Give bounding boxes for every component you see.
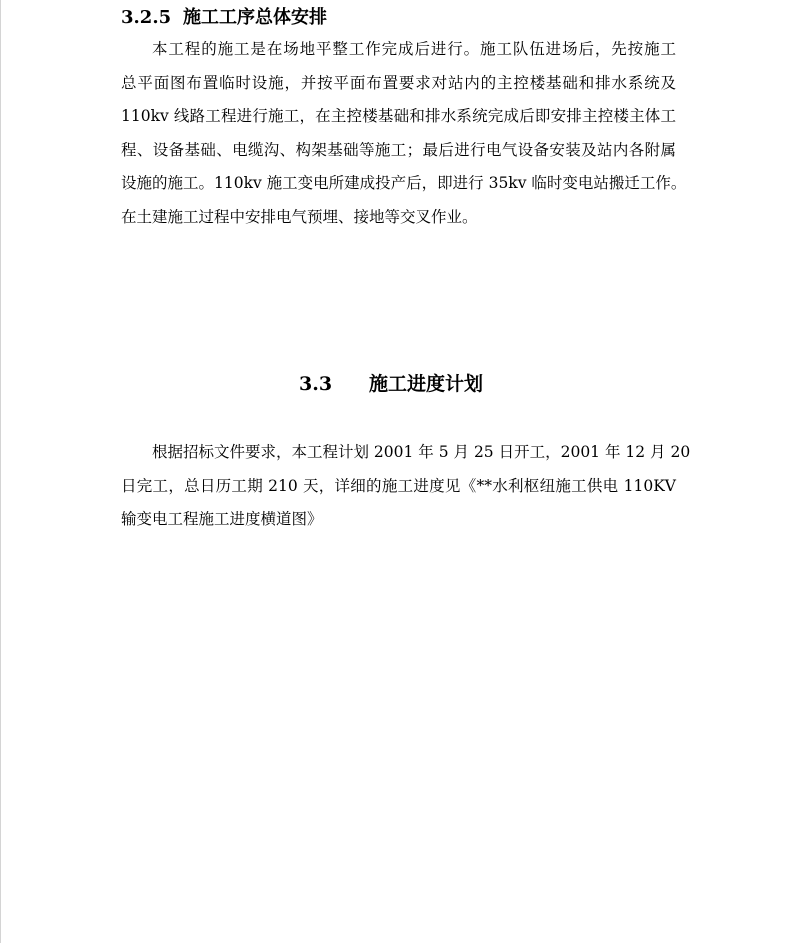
section-title: 施工进度计划 (369, 373, 484, 395)
section-title: 施工工序总体安排 (183, 7, 327, 28)
paragraph-line: 在土建施工过程中安排电气预埋、接地等交叉作业。 (121, 207, 478, 226)
paragraph-line: 本工程的施工是在场地平整工作完成后进行。施工队伍进场后，先按施工 (152, 40, 676, 58)
paragraph-schedule (121, 436, 691, 537)
paragraph-line: 根据招标文件要求，本工程计划 2001 年 5 月 25 日开工，2001 年 12 月 20 (152, 443, 691, 461)
paragraph-line: 日完工，总日历工期 210 天，详细的施工进度见《**水利枢纽施工供电 110KV (121, 476, 676, 495)
paragraph-line: 程、设备基础、电缆沟、构架基础等施工；最后进行电气设备安装及站内各附属 (121, 140, 676, 159)
section-number: 3.3 (299, 373, 333, 395)
paragraph-line: 110kv 线路工程进行施工，在主控楼基础和排水系统完成后即安排主控楼主体工 (121, 107, 676, 125)
section-heading-3-2-5 (121, 4, 327, 32)
section-heading-3-3 (299, 369, 483, 399)
paragraph-line: 总平面图布置临时设施，并按平面布置要求对站内的主控楼基础和排水系统及 (121, 73, 676, 92)
paragraph-line: 输变电工程施工进度横道图》 (121, 510, 323, 528)
paragraph-line: 设施的施工。110kv 施工变电所建成投产后，即进行 35kv 临时变电站搬迁工作。 (121, 174, 687, 192)
section-number: 3.2.5 (121, 7, 172, 28)
paragraph-construction-sequence (121, 33, 687, 234)
